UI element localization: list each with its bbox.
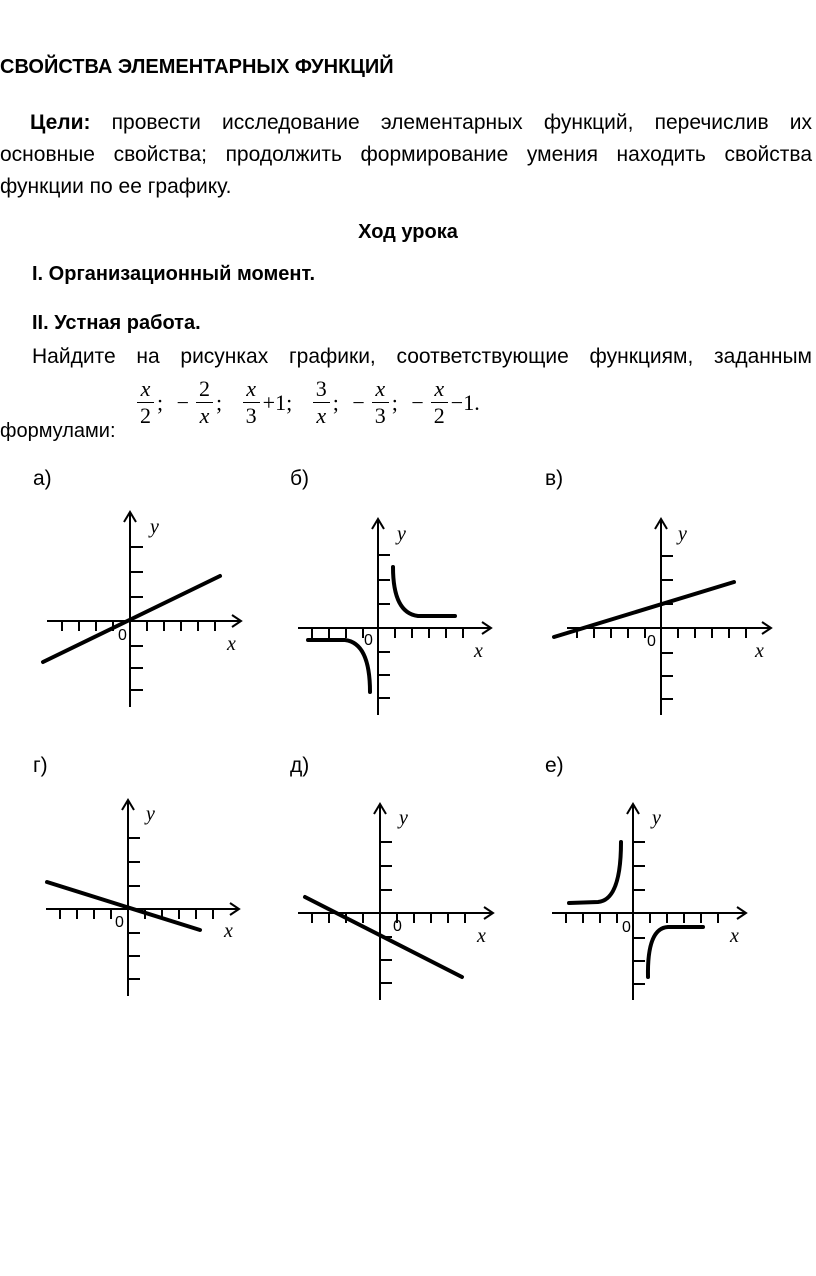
- graph-v-label: в): [545, 467, 564, 490]
- formula-4: $\frac{3}{x}$ ;: [304, 388, 345, 413]
- graph-a-y-label: y: [150, 516, 159, 538]
- formulas-label: формулами:: [0, 420, 116, 442]
- graph-d-x-label: x: [477, 925, 486, 947]
- graph-d-y-label: y: [399, 807, 408, 829]
- graph-b-x-label: x: [474, 640, 483, 662]
- graph-a-x-label: x: [227, 633, 236, 655]
- graph-e-label: е): [545, 754, 564, 777]
- formula-6: − $\frac{x}{2}$ −1.: [411, 376, 480, 428]
- graph-b-y-label: y: [397, 523, 406, 545]
- graph-e-x-label: x: [730, 925, 739, 947]
- graph-v-y-label: y: [678, 523, 687, 545]
- goals-text: провести исследование элементарных функций, перечислив их основные свойства; продолжить формирование умения находить свойства функции по ее графику.: [0, 111, 812, 198]
- section-organizational: I. Организационный момент.: [32, 263, 316, 285]
- graph-g-label: г): [33, 754, 48, 777]
- graph-v-x-label: x: [755, 640, 764, 662]
- graph-b-origin: 0: [364, 632, 373, 649]
- graph-g-y-label: y: [146, 803, 155, 825]
- graph-e-y-label: y: [652, 807, 661, 829]
- graph-a-origin: 0: [118, 627, 127, 644]
- lesson-heading: Ход урока: [358, 221, 458, 243]
- formula-5: − $\frac{x}{3}$ ;: [352, 376, 398, 428]
- graph-a-label: а): [33, 467, 52, 490]
- graph-b-label: б): [290, 467, 310, 490]
- goals-label: Цели:: [30, 111, 91, 134]
- page-title: СВОЙСТВА ЭЛЕМЕНТАРНЫХ ФУНКЦИЙ: [0, 56, 394, 78]
- graph-e-branch-right: [648, 927, 703, 977]
- graph-e-branch-left: [569, 842, 621, 903]
- section-oral-work: II. Устная работа.: [32, 312, 201, 334]
- task-text: Найдите на рисунках графики, соответствующие функциям, заданным: [32, 345, 812, 368]
- formula-3: $\frac{x}{3}$ +1;: [234, 388, 299, 413]
- formula-1: $\frac{x}{2}$ ;: [128, 388, 169, 413]
- graph-d-origin: 0: [393, 918, 402, 935]
- graph-v-origin: 0: [647, 633, 656, 650]
- graph-g-origin: 0: [115, 914, 124, 931]
- graph-d-label: д): [290, 754, 310, 777]
- graph-g-x-label: x: [224, 920, 233, 942]
- graph-e-origin: 0: [622, 919, 631, 936]
- formula-2: − $\frac{2}{x}$ ;: [176, 376, 223, 428]
